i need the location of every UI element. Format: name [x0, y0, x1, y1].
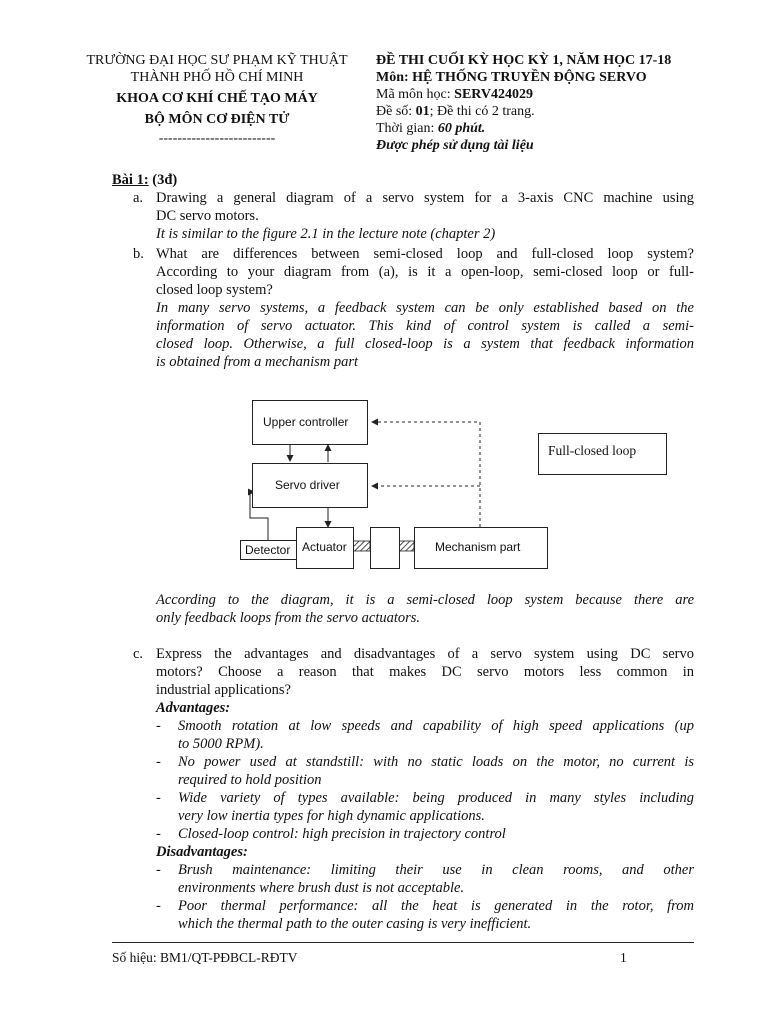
actuator-label: Actuator: [302, 540, 347, 554]
subject-name: HỆ THỐNG TRUYỀN ĐỘNG SERVO: [412, 70, 647, 85]
school-name-line2: THÀNH PHỐ HỒ CHÍ MINH: [130, 70, 304, 85]
code-label: Mã môn học:: [376, 87, 455, 102]
materials-note: Được phép sử dụng tài liệu: [376, 138, 534, 153]
upper-controller-label: Upper controller: [263, 415, 349, 429]
advantage-item: - Smooth rotation at low speeds and capability of high speed applications (up to 5000 RPM).: [156, 718, 694, 752]
footer-page-number: 1: [620, 950, 627, 965]
servo-driver-box: [252, 463, 368, 508]
disadvantage-item: - Poor thermal performance: all the heat is generated in the rotor, from which the thermal path to the outer casing is very inefficient.: [156, 898, 694, 932]
part-a-answer: It is similar to the figure 2.1 in the lecture note (chapter 2): [156, 226, 496, 242]
subject-label: Môn:: [376, 70, 413, 85]
time-label: Thời gian:: [376, 121, 438, 136]
part-c-question: [156, 645, 694, 717]
faculty-name: KHOA CƠ KHÍ CHẾ TẠO MÁY: [116, 91, 318, 106]
part-b-label: b.: [133, 246, 144, 262]
shaft-2: [398, 541, 414, 551]
full-closed-loop-label: Full-closed loop: [548, 443, 637, 458]
exam-no-label: Đề số:: [376, 104, 416, 119]
upper-controller-box: [252, 400, 368, 445]
advantage-item: - No power used at standstill: with no static loads on the motor, no current is required to hold position: [156, 754, 694, 788]
advantages-list: [156, 717, 694, 933]
part-b-conclusion: [156, 591, 694, 627]
conclusion-line1: According to the diagram, it is a semi-closed loop system because there are: [156, 592, 694, 608]
subject-code: SERV424029: [454, 87, 534, 102]
detector-label: Detector: [245, 543, 291, 557]
part-a-q-line2: DC servo motors.: [156, 208, 259, 224]
footer-rule: [112, 942, 694, 943]
advantages-title: Advantages:: [156, 700, 231, 716]
part-c-q-line3: industrial applications?: [156, 682, 291, 698]
part-c-q-line2: motors? Choose a reason that makes DC servo motors less common in: [156, 664, 694, 680]
servo-driver-label: Servo driver: [275, 478, 340, 492]
disadvantages-title: Disadvantages:: [156, 844, 248, 860]
question-points: (3đ): [152, 172, 178, 188]
part-b-ans-line2: information of servo actuator. This kind of control system is called a semi-: [156, 318, 694, 334]
coupling-box: [370, 527, 400, 569]
exam-time: 60 phút.: [437, 121, 486, 136]
part-b-q-line3: closed loop system?: [156, 282, 273, 298]
advantage-item: - Wide variety of types available: being produced in many styles including very low inertia types for high dynamic applications.: [156, 790, 694, 824]
actuator-box: [296, 527, 354, 569]
school-name-line1: TRƯỜNG ĐẠI HỌC SƯ PHẠM KỸ THUẬT: [86, 53, 348, 68]
advantage-item: - Closed-loop control: high precision in trajectory control: [156, 826, 506, 842]
exam-number: 01: [415, 104, 430, 119]
part-b-q-line1: What are differences between semi-closed loop and full-closed loop system?: [156, 246, 694, 262]
part-a-label: a.: [133, 190, 144, 206]
part-b-ans-line1: In many servo systems, a feedback system can be only established based on the: [156, 300, 694, 316]
mechanism-box: [414, 527, 548, 569]
shaft-1: [352, 541, 370, 551]
part-b-q-line2: According to your diagram from (a), is it a open-loop, semi-closed loop or full-: [156, 264, 694, 280]
disadvantage-item: - Brush maintenance: limiting their use in clean rooms, and other environments where brush dust is not acceptable.: [156, 862, 694, 896]
part-a-q-line1: Drawing a general diagram of a servo system for a 3-axis CNC machine using: [156, 190, 694, 206]
department-name: BỘ MÔN CƠ ĐIỆN TỬ: [144, 112, 290, 127]
conclusion-line2: only feedback loops from the servo actuators.: [156, 610, 421, 626]
full-closed-loop-box: [538, 433, 667, 475]
part-c-label: c.: [133, 646, 144, 662]
header-separator: -------------------------: [158, 131, 276, 146]
exam-pages: ; Đề thi có 2 trang.: [429, 104, 535, 119]
mechanism-label: Mechanism part: [435, 540, 521, 554]
exam-title: ĐỀ THI CUỐI KỲ HỌC KỲ 1, NĂM HỌC 17-18: [376, 53, 672, 68]
part-b-ans-line4: is obtained from a mechanism part: [156, 354, 359, 370]
part-c-q-line1: Express the advantages and disadvantages of a servo system using DC servo: [156, 646, 694, 662]
question-number: Bài 1:: [112, 172, 149, 188]
footer-doc-code: Số hiệu: BM1/QT-PĐBCL-RĐTV: [112, 950, 298, 965]
detector-box: [240, 540, 298, 560]
part-b-ans-line3: closed loop. Otherwise, a full closed-loop is a system that feedback information: [156, 336, 694, 352]
